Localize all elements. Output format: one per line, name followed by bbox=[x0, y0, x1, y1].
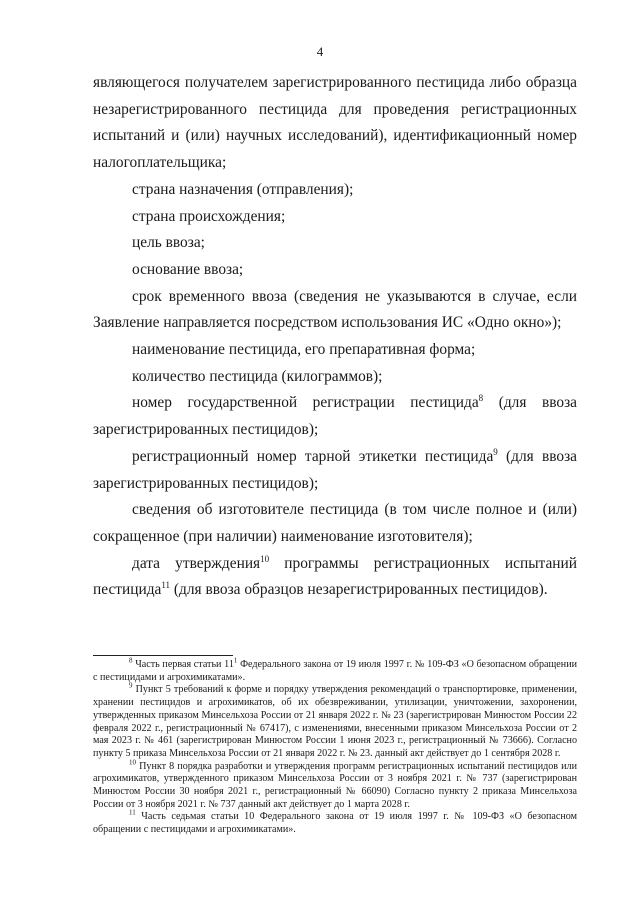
footnote-8 bbox=[93, 656, 577, 684]
paragraph-import-purpose: цель ввоза; bbox=[132, 234, 205, 252]
paragraph-program-approval-date bbox=[93, 551, 577, 604]
program-approval-text: дата утверждения bbox=[132, 554, 261, 572]
footnote-9-text: Пункт 5 требований к форме и порядку утверждения рекомендаций о транспортировке, применении, хранении пестицидов и агрохимикатов, об их обезвреживании, утилизации, уничтожении, захоронении, утвержденных приказом Минсельхоза России от 21 января 2022 г. № 23 (зарегистрирован Минюстом России 22 февраля 2022 г., регистрационный № 67417), с изменениями, внесенными приказом Минсельхоза России от 2 мая 2023 г. № 461 (зарегистрирован Минюстом России 1 июня 2023 г., регистрационный № 73666). Согласно пункту 5 приказа Минсельхоза России от 21 января 2022 г. № 23. данный акт действует до 1 сентября 2028 г. bbox=[93, 684, 577, 759]
paragraph-manufacturer-info: сведения об изготовителе пестицида (в том числе полное и (или) сокращенное (при наличии) наименование изготовителя); bbox=[93, 501, 577, 545]
registration-number-text: номер государственной регистрации пестицида bbox=[132, 394, 479, 412]
paragraph-taxpayer-id: являющегося получателем зарегистрированного пестицида либо образца незарегистрированного пестицида для проведения регистрационных испытаний и (или) научных исследований), идентификационный номер налогоплательщика; bbox=[93, 74, 577, 172]
footnote-mark-8: 8 bbox=[129, 656, 133, 665]
label-number-tail: (для ввоза зарегистрированных пестицидов); bbox=[93, 447, 577, 492]
footnote-8-text: Часть первая статьи 11 bbox=[132, 659, 234, 670]
footnote-ref-8: 8 bbox=[478, 393, 484, 404]
footnote-11-text: Часть седьмая статьи 10 Федерального закона от 19 июля 1997 г. № 109-ФЗ «О безопасном обращении с пестицидами и агрохимикатами». bbox=[93, 811, 577, 836]
footnotes bbox=[93, 656, 577, 837]
page-number: 4 bbox=[316, 44, 324, 59]
paragraph-pesticide-quantity: количество пестицида (килограммов); bbox=[132, 367, 383, 385]
registration-number-tail: (для ввоза зарегистрированных пестицидов); bbox=[93, 394, 577, 439]
footnote-8-article-sup: 1 bbox=[233, 656, 238, 665]
footnote-ref-11: 11 bbox=[161, 580, 171, 591]
program-approval-middle: программы регистрационных испытаний пестицида bbox=[93, 554, 578, 599]
main-text bbox=[93, 70, 577, 604]
footnote-9 bbox=[93, 684, 577, 760]
footnote-11 bbox=[93, 811, 577, 836]
footnote-ref-9: 9 bbox=[493, 446, 498, 457]
paragraph-import-basis: основание ввоза; bbox=[132, 260, 244, 278]
paragraph-destination-country: страна назначения (отправления); bbox=[132, 180, 354, 198]
footnote-mark-9: 9 bbox=[129, 682, 133, 691]
footnote-10 bbox=[93, 758, 577, 812]
footnote-mark-11: 11 bbox=[129, 809, 136, 818]
footnote-separator bbox=[93, 655, 233, 656]
footnote-mark-10: 10 bbox=[129, 758, 136, 767]
paragraph-pesticide-name: наименование пестицида, его препаративная форма; bbox=[132, 341, 476, 359]
footnote-10-text: Пункт 8 порядка разработки и утверждения программ регистрационных испытаний пестицидов или агрохимикатов, утвержденного приказом Минсельхоза России от 3 ноября 2021 г. № 737 (зарегистрирован Минюстом России 30 ноября 2021 г., регистрационный № 66090) Согласно пункту 2 приказа Минсельхоза России от 3 ноября 2021 г. № 737 данный акт действует до 1 марта 2028 г. bbox=[93, 760, 577, 810]
program-approval-tail: (для ввоза образцов незарегистрированных пестицидов). bbox=[170, 581, 548, 599]
label-number-text: регистрационный номер тарной этикетки пестицида bbox=[132, 447, 494, 465]
paragraph-temporary-import-term: срок временного ввоза (сведения не указываются в случае, если Заявление направляется посредством использования ИС «Одно окно»); bbox=[93, 287, 577, 332]
footnote-ref-10: 10 bbox=[260, 553, 270, 564]
paragraph-origin-country: страна происхождения; bbox=[132, 207, 286, 225]
paragraph-registration-number bbox=[93, 390, 577, 443]
paragraph-label-number bbox=[93, 444, 577, 497]
footnote-8-tail: Федерального закона от 19 июля 1997 г. № 109-ФЗ «О безопасном обращении с пестицидами и агрохимикатами». bbox=[93, 659, 577, 683]
